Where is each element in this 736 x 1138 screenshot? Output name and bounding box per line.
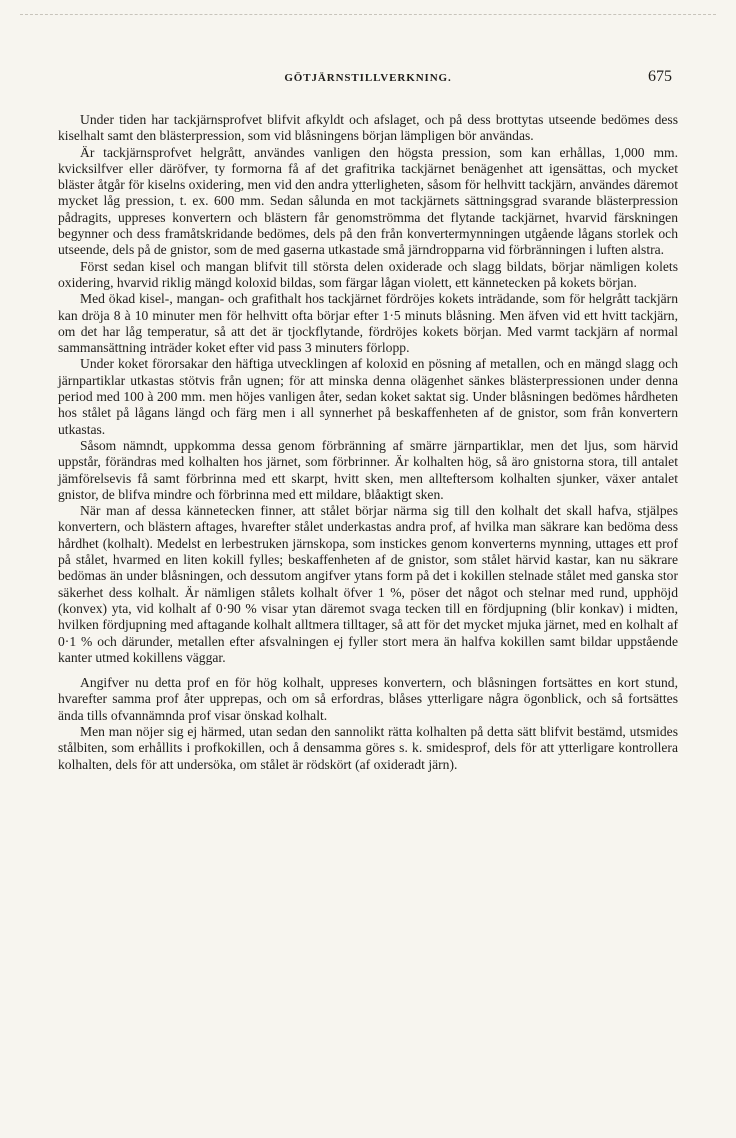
paragraph: Med ökad kisel-, mangan- och grafithalt hos tackjärnet fördröjes kokets inträdande, som för helgrått tackjärn kan dröja 8 à 10 minuter men för helhvitt ofta börjar efter 1·5 minuts blåsning. Men äfven vid ett hvitt tackjärn, om det har låg temperatur, så att det är tjockflytande, fördröjes kokets början. Med varmt tackjärn af normal sammansättning inträder koket efter vid pass 3 minuters förlopp.	[58, 291, 678, 356]
document-page	[58, 68, 678, 773]
paragraph: Under koket förorsakar den häftiga utvecklingen af koloxid en pösning af metallen, och en mängd slagg och järnpartiklar utkastas stötvis från ugnen; för att minska denna olägenhet sänkes blästerpressionen under denna period med 100 à 200 mm. men höjes vanligen åter, sedan koket saktat sig. Under blåsningen bedömes hårdheten hos stålet på lågans längd och färg men i all synnerhet på beskaffenheten af de gnistor, som från konvertern utkastas.	[58, 356, 678, 437]
paragraph: Men man nöjer sig ej härmed, utan sedan den sannolikt rätta kolhalten på detta sätt blifvit bestämd, utsmides stålbiten, som erhållits i profkokillen, och å densamma göres s. k. smidesprof, dels för att ytterligare kontrollera kolhalten, dels för att undersöka, om stålet är rödskört (af oxideradt järn).	[58, 723, 678, 772]
paragraph: Är tackjärnsprofvet helgrått, användes vanligen den högsta pression, som kan erhållas, 1,000 mm. kvicksilfver eller däröfver, ty formorna få af det grafitrika tackjärnet benägenhet att igensättas, och mycket bläster åtgår för kiselns oxidering, men vid den andra ytterligheten, såsom för helhvitt tackjärn, användes däremot mycket låg pression, t. ex. 600 mm. Sedan sålunda en mot tackjärnets sättningsgrad svarande blästerpression pådragits, uppreses konvertern och blästern får genomströmma det flytande tackjärnet, hvarvid färskningen begynner och dess framåtskridande bedömes, dels på den från konvertermynningen utgående lågans storlek och utseende, dels på de gnistor, som de med gaserna utkastade små järndropparna vid förbränningen i luften alstra.	[58, 144, 678, 258]
paragraph: Angifver nu detta prof en för hög kolhalt, uppreses konvertern, och blåsningen fortsättes en kort stund, hvarefter samma prof åter upprepas, och om så erfordras, blåses ytterligare några ögonblick, och så fortsättes ända tills ofvannämnda prof visar önskad kolhalt.	[58, 675, 678, 723]
page-number: 675	[648, 68, 672, 85]
paragraph: Såsom nämndt, uppkomma dessa genom förbränning af smärre järnpartiklar, men det ljus, som härvid uppstår, förändras med kolhalten hos järnet, som förbrinner. Är kolhalten hög, så äro gnistorna stora, till antalet jämförelsevis få samt förbrinna med ett skarpt, hvitt sken, men allteftersom kolhalten sjunker, växer antalet gnistor, de blifva mindre och förbrinna med ett mildare, blåaktigt sken.	[58, 437, 678, 502]
page-header	[58, 68, 678, 98]
paragraph: När man af dessa kännetecken finner, att stålet börjar närma sig till den kolhalt det skall hafva, stjälpes konvertern, och blästern aftages, hvarefter stålet underkastas andra prof, af hvilka man säkrare kan bedöma dess hårdhet (kolhalt). Medelst en lerbestruken järnskopa, som instickes genom konverterns mynning, uttages ett prof på stålet, hvarmed en liten kokill fylles; beskaffenheten af de gnistor, som stålet härvid kastar, kan nu säkrare bedömas än under blåsningen, och dessutom angifver ytans form på det i kokillen stelnade stålet med ganska stor säkerhet dess kolhalt. Är nämligen stålets kolhalt öfver 1 %, pöser det något och stelnar med rund, upphöjd (konvex) yta, vid kolhalt af 0·90 % visar ytan däremot svaga tecken till en fördjupning (blir konkav) i midten, hvilken fördjupning med aftagande kolhalt alltmera tilltager, så att för det mycket mjuka järnet, med en kolhalt af 0·1 % och därunder, metallen efter afsvalningen ej fyller stort mera än halfva kokillen samt bildar uppstående kanter utmed kokillens väggar.	[58, 503, 678, 665]
paragraph: Först sedan kisel och mangan blifvit till största delen oxiderade och slagg bildats, börjar nämligen kolets oxidering, hvarvid riklig mängd koloxid bildas, som färgar lågan violett, ett kännetecken på kokets början.	[58, 258, 678, 290]
paragraph: Under tiden har tackjärnsprofvet blifvit afkyldt och afslaget, och på dess brottytas utseende bedömes dess kiselhalt samt den blästerpression, som vid blåsningens början lämpligen bör användas.	[58, 112, 678, 144]
running-title: GÖTJÄRNSTILLVERKNING.	[284, 72, 452, 84]
body-text	[58, 112, 678, 773]
page-edge-rule	[20, 14, 716, 15]
